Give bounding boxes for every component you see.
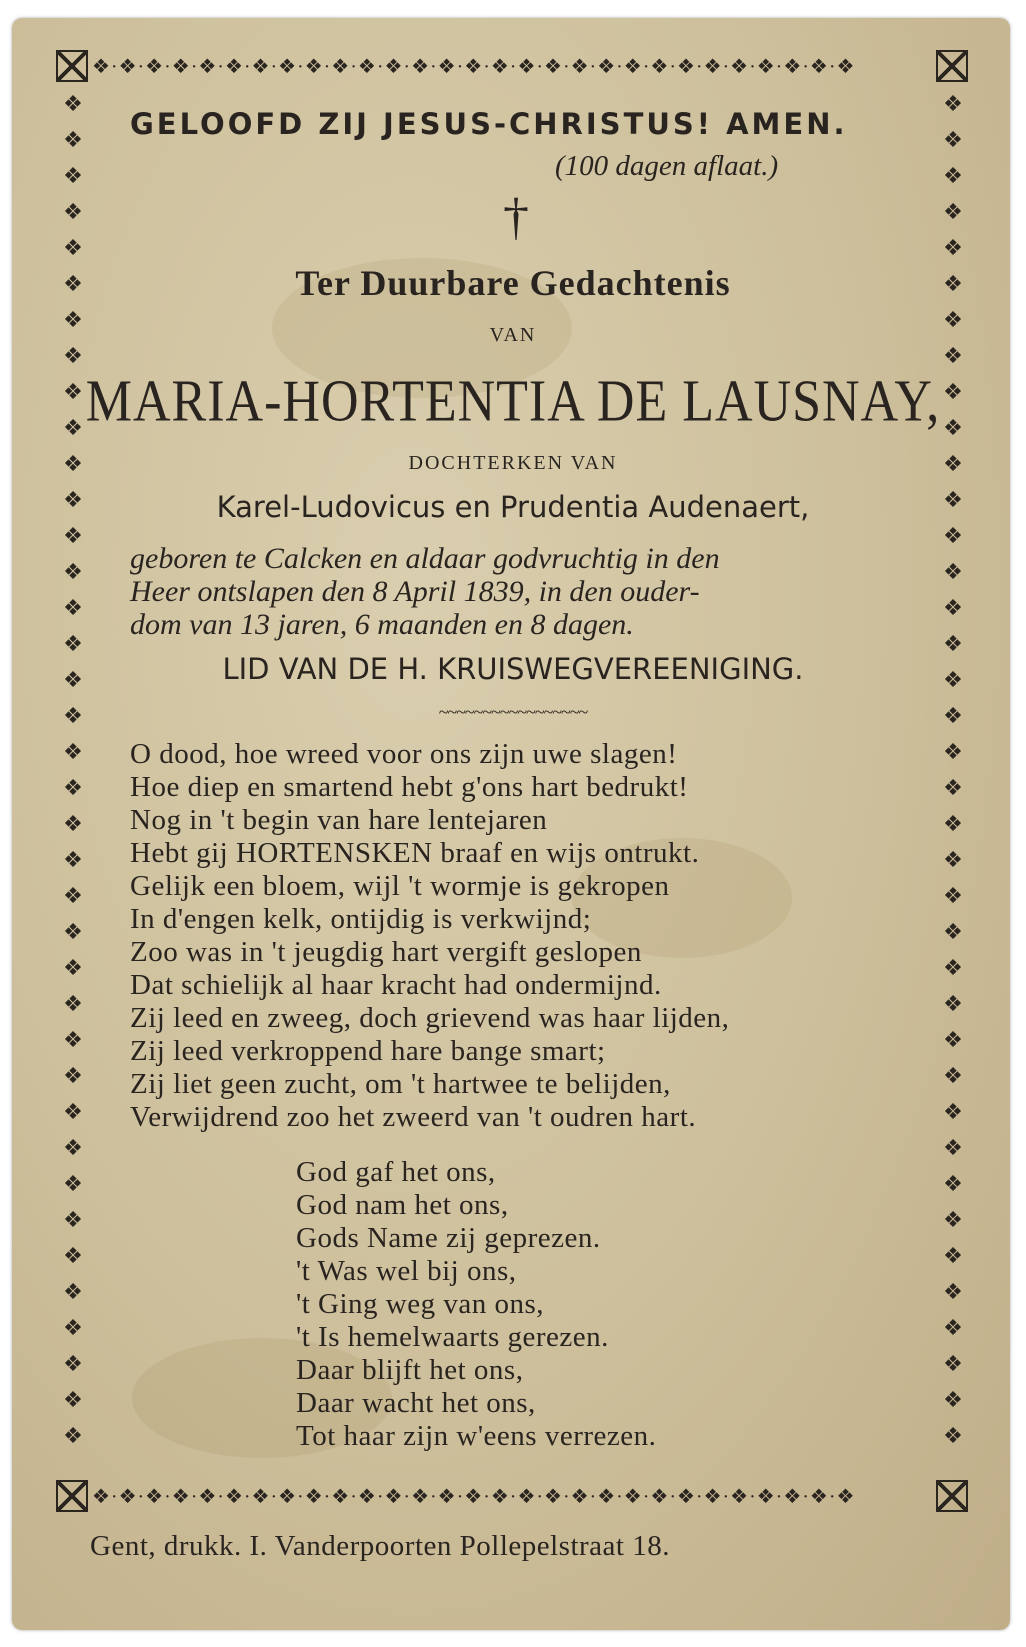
- poem-line: Nog in 't begin van hare lentejaren: [130, 804, 548, 836]
- indulgence-note: (100 dagen aflaat.): [555, 150, 779, 182]
- poem-line: In d'engen kelk, ontijdig is verkwijnd;: [130, 903, 592, 935]
- right-border-ornament: ❖❖❖❖❖❖❖❖❖❖❖❖❖❖❖❖❖❖❖❖❖❖❖❖❖❖❖❖❖❖❖❖❖❖❖❖❖❖: [943, 91, 963, 1448]
- verse-line: Gods Name zij geprezen.: [296, 1222, 601, 1254]
- verse-line: Tot haar zijn w'eens verrezen.: [296, 1420, 657, 1452]
- memorial-title: Ter Duurbare Gedachtenis: [295, 263, 731, 303]
- wave-divider: ~~~~~~~~~~~~~~~~~: [438, 702, 588, 722]
- poem-line: Zij leed en zweeg, doch grievend was haar lijden,: [130, 1002, 730, 1034]
- cross-icon: †: [503, 189, 529, 246]
- poem-line: Gelijk een bloem, wijl 't wormje is gekropen: [130, 870, 670, 902]
- verse-line: Daar blijft het ons,: [296, 1354, 524, 1386]
- poem-line: Verwijdrend zoo het zweerd van 't oudren hart.: [130, 1101, 697, 1133]
- poem-line: O dood, hoe wreed voor ons zijn uwe slagen!: [130, 738, 678, 770]
- bio-line: geboren te Calcken en aldaar godvruchtig in den: [130, 542, 720, 575]
- poem-line: Hoe diep en smartend hebt g'ons hart bedrukt!: [130, 771, 689, 803]
- parents-names: Karel-Ludovicus en Prudentia Audenaert,: [216, 490, 810, 524]
- printer-imprint: Gent, drukk. I. Vanderpoorten Pollepelstraat 18.: [90, 1530, 670, 1562]
- verse-line: 't Is hemelwaarts gerezen.: [296, 1321, 609, 1353]
- poem-line: Zoo was in 't jeugdig hart vergift geslopen: [130, 936, 642, 968]
- verse-line: 't Ging weg van ons,: [296, 1288, 545, 1320]
- verse-line: God gaf het ons,: [296, 1156, 496, 1188]
- verse-line: 't Was wel bij ons,: [296, 1255, 517, 1287]
- border-corner-icon: [56, 50, 88, 82]
- bottom-border-ornament: ❖·❖·❖·❖·❖·❖·❖·❖·❖·❖·❖·❖·❖·❖·❖·❖·❖·❖·❖·❖·❖·❖·❖·❖·❖·❖·❖·❖·❖: [92, 1486, 856, 1508]
- left-border-ornament: ❖❖❖❖❖❖❖❖❖❖❖❖❖❖❖❖❖❖❖❖❖❖❖❖❖❖❖❖❖❖❖❖❖❖❖❖❖❖: [63, 91, 83, 1448]
- verse-line: Daar wacht het ons,: [296, 1387, 536, 1419]
- border-corner-icon: [56, 1480, 88, 1512]
- membership-line: LID VAN DE H. KRUISWEGVEREENIGING.: [222, 652, 804, 686]
- top-border-ornament: ❖·❖·❖·❖·❖·❖·❖·❖·❖·❖·❖·❖·❖·❖·❖·❖·❖·❖·❖·❖·❖·❖·❖·❖·❖·❖·❖·❖·❖: [92, 56, 856, 78]
- border-corner-icon: [936, 1480, 968, 1512]
- border-corner-icon: [936, 50, 968, 82]
- bio-line: Heer ontslapen den 8 April 1839, in den ouder-: [130, 575, 700, 608]
- poem-line: Zij leed verkroppend hare bange smart;: [130, 1035, 606, 1067]
- poem-line: Zij liet geen zucht, om 't hartwee te belijden,: [130, 1068, 671, 1100]
- invocation-heading: GELOOFD ZIJ JESUS-CHRISTUS! AMEN.: [130, 107, 848, 141]
- daughter-of-label: DOCHTERKEN VAN: [408, 452, 618, 474]
- poem-line: Hebt gij HORTENSKEN braaf en wijs ontrukt.: [130, 837, 700, 869]
- verse-line: God nam het ons,: [296, 1189, 509, 1221]
- deceased-name: MARIA-HORTENTIA DE LAUSNAY,: [85, 368, 941, 435]
- bio-line: dom van 13 jaren, 6 maanden en 8 dagen.: [130, 608, 634, 641]
- van-label: VAN: [489, 324, 537, 346]
- poem-line: Dat schielijk al haar kracht had ondermijnd.: [130, 969, 662, 1001]
